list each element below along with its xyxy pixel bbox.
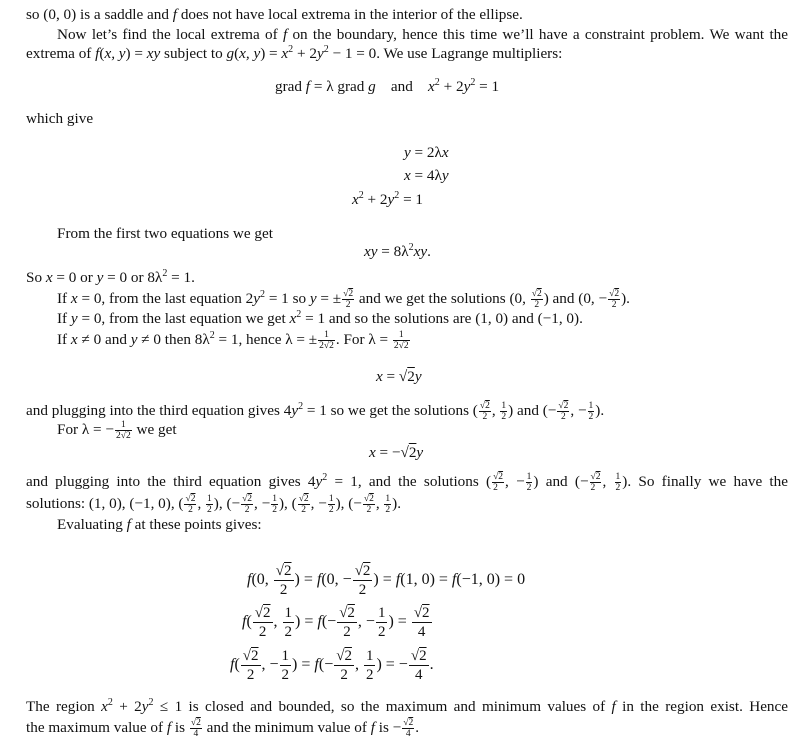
text-for-lambda-neg: For λ = − $\frac{1}{2√2}$ we get	[57, 420, 177, 441]
equation-result-2: f( $\frac{√2}{2}$ , $\frac{1}{2}$ ) = f(− $\frac{√2}{2}$ , − $\frac{1}{2}$ ) = $\frac{√2}{4}$	[242, 605, 430, 640]
text-which-give: which give	[26, 110, 94, 127]
equation-lagrange: grad f = λ grad g and $x^2 + 2y^2 = 1$	[275, 76, 500, 95]
paragraph-boundary-line2: extrema of f(x, y) = xy subject to g(x, $y) = x^2 + 2y^2 - 1 = 0$. We use Lagrange multipliers:	[26, 43, 563, 62]
text-case-x-zero: If x = 0, from the last equation $2y^2 = 1$ so y = ± $\frac{√2}{2}$ and we get the solutions (0, $\frac{√2}{2}$ ) and (0, − $\frac{√2}{2}$ ).	[57, 288, 630, 310]
text-case-nonzero: If x ≠ 0 and y ≠ 0 then $8\lambda^2 = 1$, hence λ = ± $\frac{1}{2√2}$ . For λ = $\frac{1}{2√2}$	[57, 329, 409, 351]
text-from-first-two: From the first two equations we get	[57, 225, 273, 242]
equation-xy: xy = $8\lambda^2xy$.	[364, 241, 431, 260]
paragraph-saddle: so (0, 0) is a saddle and f does not have local extrema in the interior of the ellipse.	[26, 6, 523, 23]
paragraph-boundary-line1: Now let’s find the local extrema of f on the boundary, hence this time we’ll have a constraint problem. We want the	[57, 26, 788, 43]
text-plug-first: and plugging into the third equation gives $4y^2 = 1$ so we get the solutions ( $\frac{√2}{2}$ , $\frac{1}{2}$ ) and (− $\frac{√2}{2}$ , − $\frac{1}{2}$ ).	[26, 400, 605, 422]
equation-result-1: f(0, $\frac{√2}{2}$ ) = f(0, − $\frac{√2}{2}$ ) = f(1, 0) = f(−1, 0) = 0	[247, 563, 526, 598]
text-so-cases: So x = 0 or y = 0 or $8\lambda^2 = 1$.	[26, 267, 195, 286]
text-conclusion-line2: the maximum value of f is $\frac{√2}{4}$ and the minimum value of f is − $\frac{√2}{4}$ .	[26, 718, 419, 739]
text-plug-second-line1: and plugging into the third equation gives $4y^2 = 1$, and the solutions ( $\frac{√2}{2}$ , − $\frac{1}{2}$ ) and (− $\frac{√2}{2}$ , $\frac{1}{2}$ ). So finally we have the	[26, 471, 788, 493]
equation-x-neg-sqrt2y: x = −√2y	[369, 444, 424, 461]
equation-result-3: f( $\frac{√2}{2}$ , − $\frac{1}{2}$ ) = f(− $\frac{√2}{2}$ , $\frac{1}{2}$ ) = − $\frac{√2}{4}$ .	[230, 648, 434, 683]
equation-system-3: $x^2 + 2y^2 = 1$	[352, 189, 424, 208]
text-case-y-zero: If y = 0, from the last equation we get $x^2 = 1$ and so the solutions are (1, 0) and (−1, 0).	[57, 308, 583, 327]
equation-system-1: y = 2λx	[404, 144, 449, 161]
text-conclusion-line1: The region $x^2 + 2y^2 \le 1$ is closed and bounded, so the maximum and minimum values of f in the region exist. Hence	[26, 696, 789, 715]
text-evaluating: Evaluating f at these points gives:	[57, 516, 262, 533]
equation-system-2: x = 4λy	[404, 167, 449, 184]
equation-x-sqrt2y: x = √2y	[376, 368, 422, 385]
text-plug-second-line2: solutions: (1, 0), (−1, 0), ( $\frac{√2}{2}$ , $\frac{1}{2}$ ), (− $\frac{√2}{2}$ , − $\frac{1}{2}$ ), ( $\frac{√2}{2}$ , − $\frac{1}{2}$ ), (− $\frac{√2}{2}$ , $\frac{1}{2}$ ).	[26, 494, 402, 515]
